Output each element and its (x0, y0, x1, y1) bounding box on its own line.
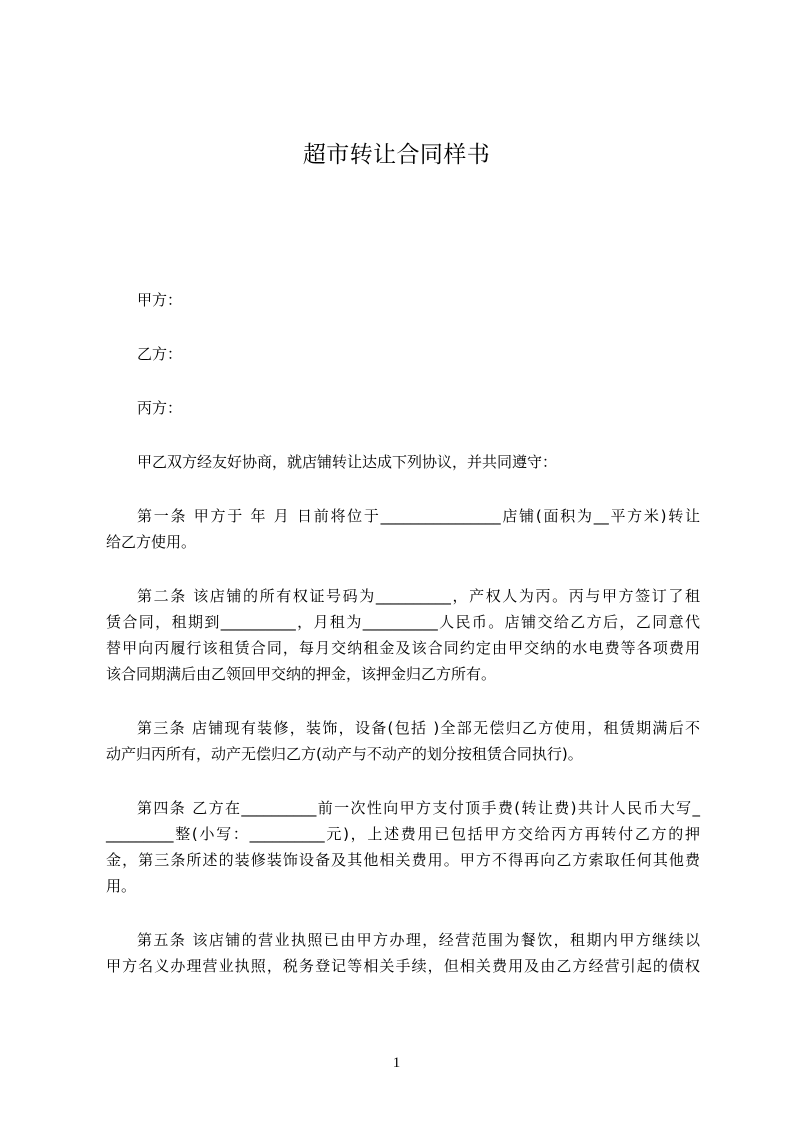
article-5 (106, 927, 700, 979)
article-4 (106, 795, 700, 899)
article-line: _________整(小写：__________元)，上述费用已包括甲方交给丙方再转付乙方的押 (106, 825, 700, 843)
article-line: 该合同期满后由乙领回甲交纳的押金，该押金归乙方所有。 (106, 665, 497, 683)
article-line: 第二条 该店铺的所有权证号码为__________，产权人为丙。丙与甲方签订了租 (137, 587, 700, 605)
party-b-paragraph (106, 341, 700, 367)
article-line: 赁合同，租期到__________，月租为__________人民币。店铺交给乙方后，乙同意代 (106, 613, 700, 631)
article-line: 用。 (106, 877, 137, 895)
document-title: 超市转让合同样书 (302, 142, 491, 168)
article-line: 第一条 甲方于 年 月 日前将位于________________店铺(面积为__平方米)转让 (137, 507, 700, 525)
article-line: 甲方名义办理营业执照，税务登记等相关手续，但相关费用及由乙方经营引起的债权 (106, 957, 700, 975)
intro-paragraph (106, 449, 700, 475)
party-a-paragraph (106, 287, 700, 313)
article-line: 第四条 乙方在__________前一次性向甲方支付顶手费(转让费)共计人民币大写_ (137, 799, 700, 817)
party-c-label: 丙方： (137, 399, 183, 417)
article-line: 第五条 该店铺的营业执照已由甲方办理，经营范围为餐饮，租期内甲方继续以 (137, 931, 700, 949)
article-3 (106, 715, 700, 767)
article-line: 给乙方使用。 (106, 533, 197, 551)
article-line: 金，第三条所述的装修装饰设备及其他相关费用。甲方不得再向乙方索取任何其他费 (106, 851, 700, 869)
page-number: 1 (392, 1055, 401, 1071)
article-line: 替甲向丙履行该租赁合同，每月交纳租金及该合同约定由甲交纳的水电费等各项费用 (106, 639, 700, 657)
document-body (106, 287, 700, 1007)
party-a-label: 甲方： (137, 291, 183, 309)
intro-text: 甲乙双方经友好协商，就店铺转让达成下列协议，并共同遵守： (137, 453, 558, 471)
article-2 (106, 583, 700, 687)
article-1 (106, 503, 700, 555)
party-c-paragraph (106, 395, 700, 421)
article-line: 第三条 店铺现有装修，装饰，设备(包括 )全部无偿归乙方使用，租赁期满后不 (137, 719, 700, 737)
party-b-label: 乙方： (137, 345, 183, 363)
article-line: 动产归丙所有，动产无偿归乙方(动产与不动产的划分按租赁合同执行)。 (106, 745, 583, 763)
